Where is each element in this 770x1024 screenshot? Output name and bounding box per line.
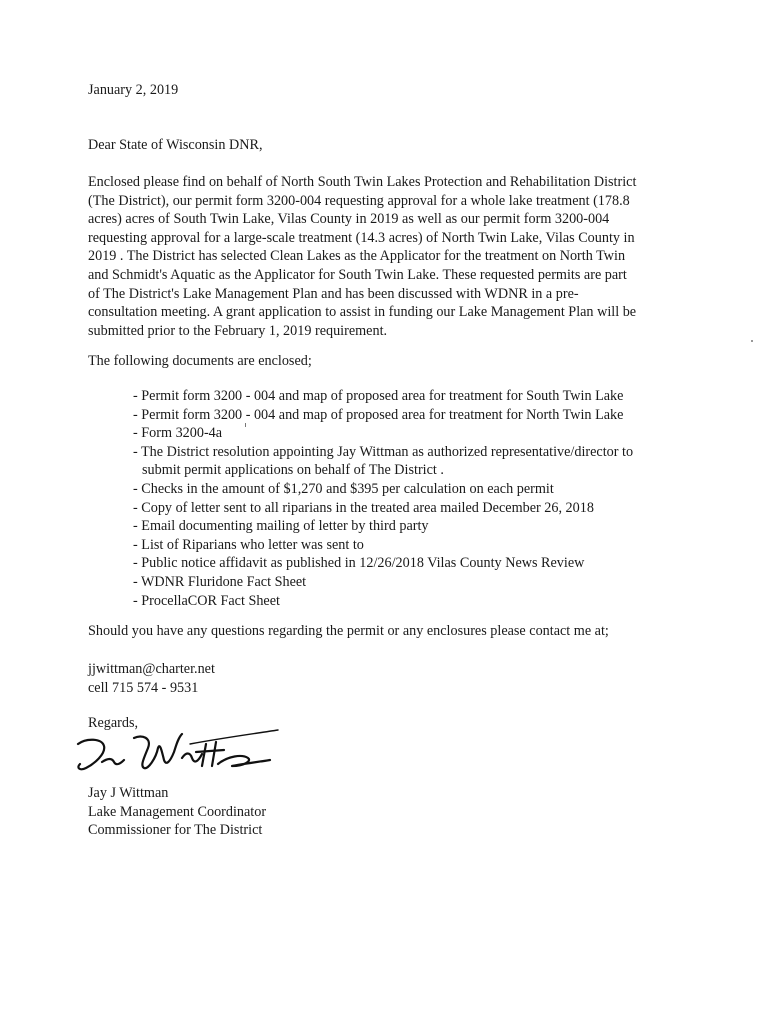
contact-block xyxy=(88,660,215,697)
body-line: and Schmidt's Aquatic as the Applicator for South Twin Lake. These requested permits are part xyxy=(88,266,627,283)
handwritten-signature xyxy=(72,724,282,780)
signer-name: Jay J Wittman xyxy=(88,785,169,801)
letter-date: January 2, 2019 xyxy=(88,82,179,98)
list-item: - Checks in the amount of $1,270 and $395 per calculation on each permit xyxy=(133,480,554,497)
contact-email: jjwittman@charter.net xyxy=(88,661,215,677)
body-line: 2019 . The District has selected Clean Lakes as the Applicator for the treatment on North Twin xyxy=(88,248,626,265)
scan-speck xyxy=(751,340,753,342)
list-item: - List of Riparians who letter was sent to xyxy=(133,536,364,553)
body-line: (The District), our permit form 3200-004 requesting approval for a whole lake treatment (178.8 xyxy=(88,192,630,209)
list-item: - Public notice affidavit as published in 12/26/2018 Vilas County News Review xyxy=(133,555,585,572)
list-item: - Permit form 3200 - 004 and map of proposed area for treatment for South Twin Lake xyxy=(133,388,624,404)
list-item: - Email documenting mailing of letter by third party xyxy=(133,518,429,535)
body-line: consultation meeting. A grant application to assist in funding our Lake Management Plan will be xyxy=(88,304,637,321)
scan-speck xyxy=(245,423,246,427)
signer-title: Commissioner for The District xyxy=(88,822,263,839)
list-item: - ProcellaCOR Fact Sheet xyxy=(133,592,280,609)
list-item: - Permit form 3200 - 004 and map of proposed area for treatment for North Twin Lake xyxy=(133,406,624,423)
enclosure-list xyxy=(133,387,633,610)
signature-block xyxy=(88,784,266,840)
closing-question: Should you have any questions regarding the permit or any enclosures please contact me at; xyxy=(88,623,609,639)
list-item: - Form 3200-4a xyxy=(133,425,223,442)
list-item: - Copy of letter sent to all riparians in the treated area mailed December 26, 2018 xyxy=(133,499,594,516)
documents-intro: The following documents are enclosed; xyxy=(88,353,312,369)
body-line: requesting approval for a large-scale treatment (14.3 acres) of North Twin Lake, Vilas County in xyxy=(88,229,635,246)
contact-phone: cell 715 574 - 9531 xyxy=(88,679,199,696)
body-line: of The District's Lake Management Plan and has been discussed with WDNR in a pre- xyxy=(88,285,579,302)
body-line: submitted prior to the February 1, 2019 requirement. xyxy=(88,322,388,339)
signer-title: Lake Management Coordinator xyxy=(88,803,267,820)
body-line: Enclosed please find on behalf of North South Twin Lakes Protection and Rehabilitation District xyxy=(88,174,637,190)
list-item-continuation: submit permit applications on behalf of The District . xyxy=(142,462,444,479)
body-line: acres) acres of South Twin Lake, Vilas County in 2019 as well as our permit form 3200-004 xyxy=(88,211,610,228)
closing-regards: Regards, xyxy=(88,715,139,731)
list-item: - WDNR Fluridone Fact Sheet xyxy=(133,573,307,590)
body-paragraph xyxy=(88,173,688,340)
list-item: - The District resolution appointing Jay Wittman as authorized representative/director to xyxy=(133,443,634,460)
salutation: Dear State of Wisconsin DNR, xyxy=(88,137,263,153)
